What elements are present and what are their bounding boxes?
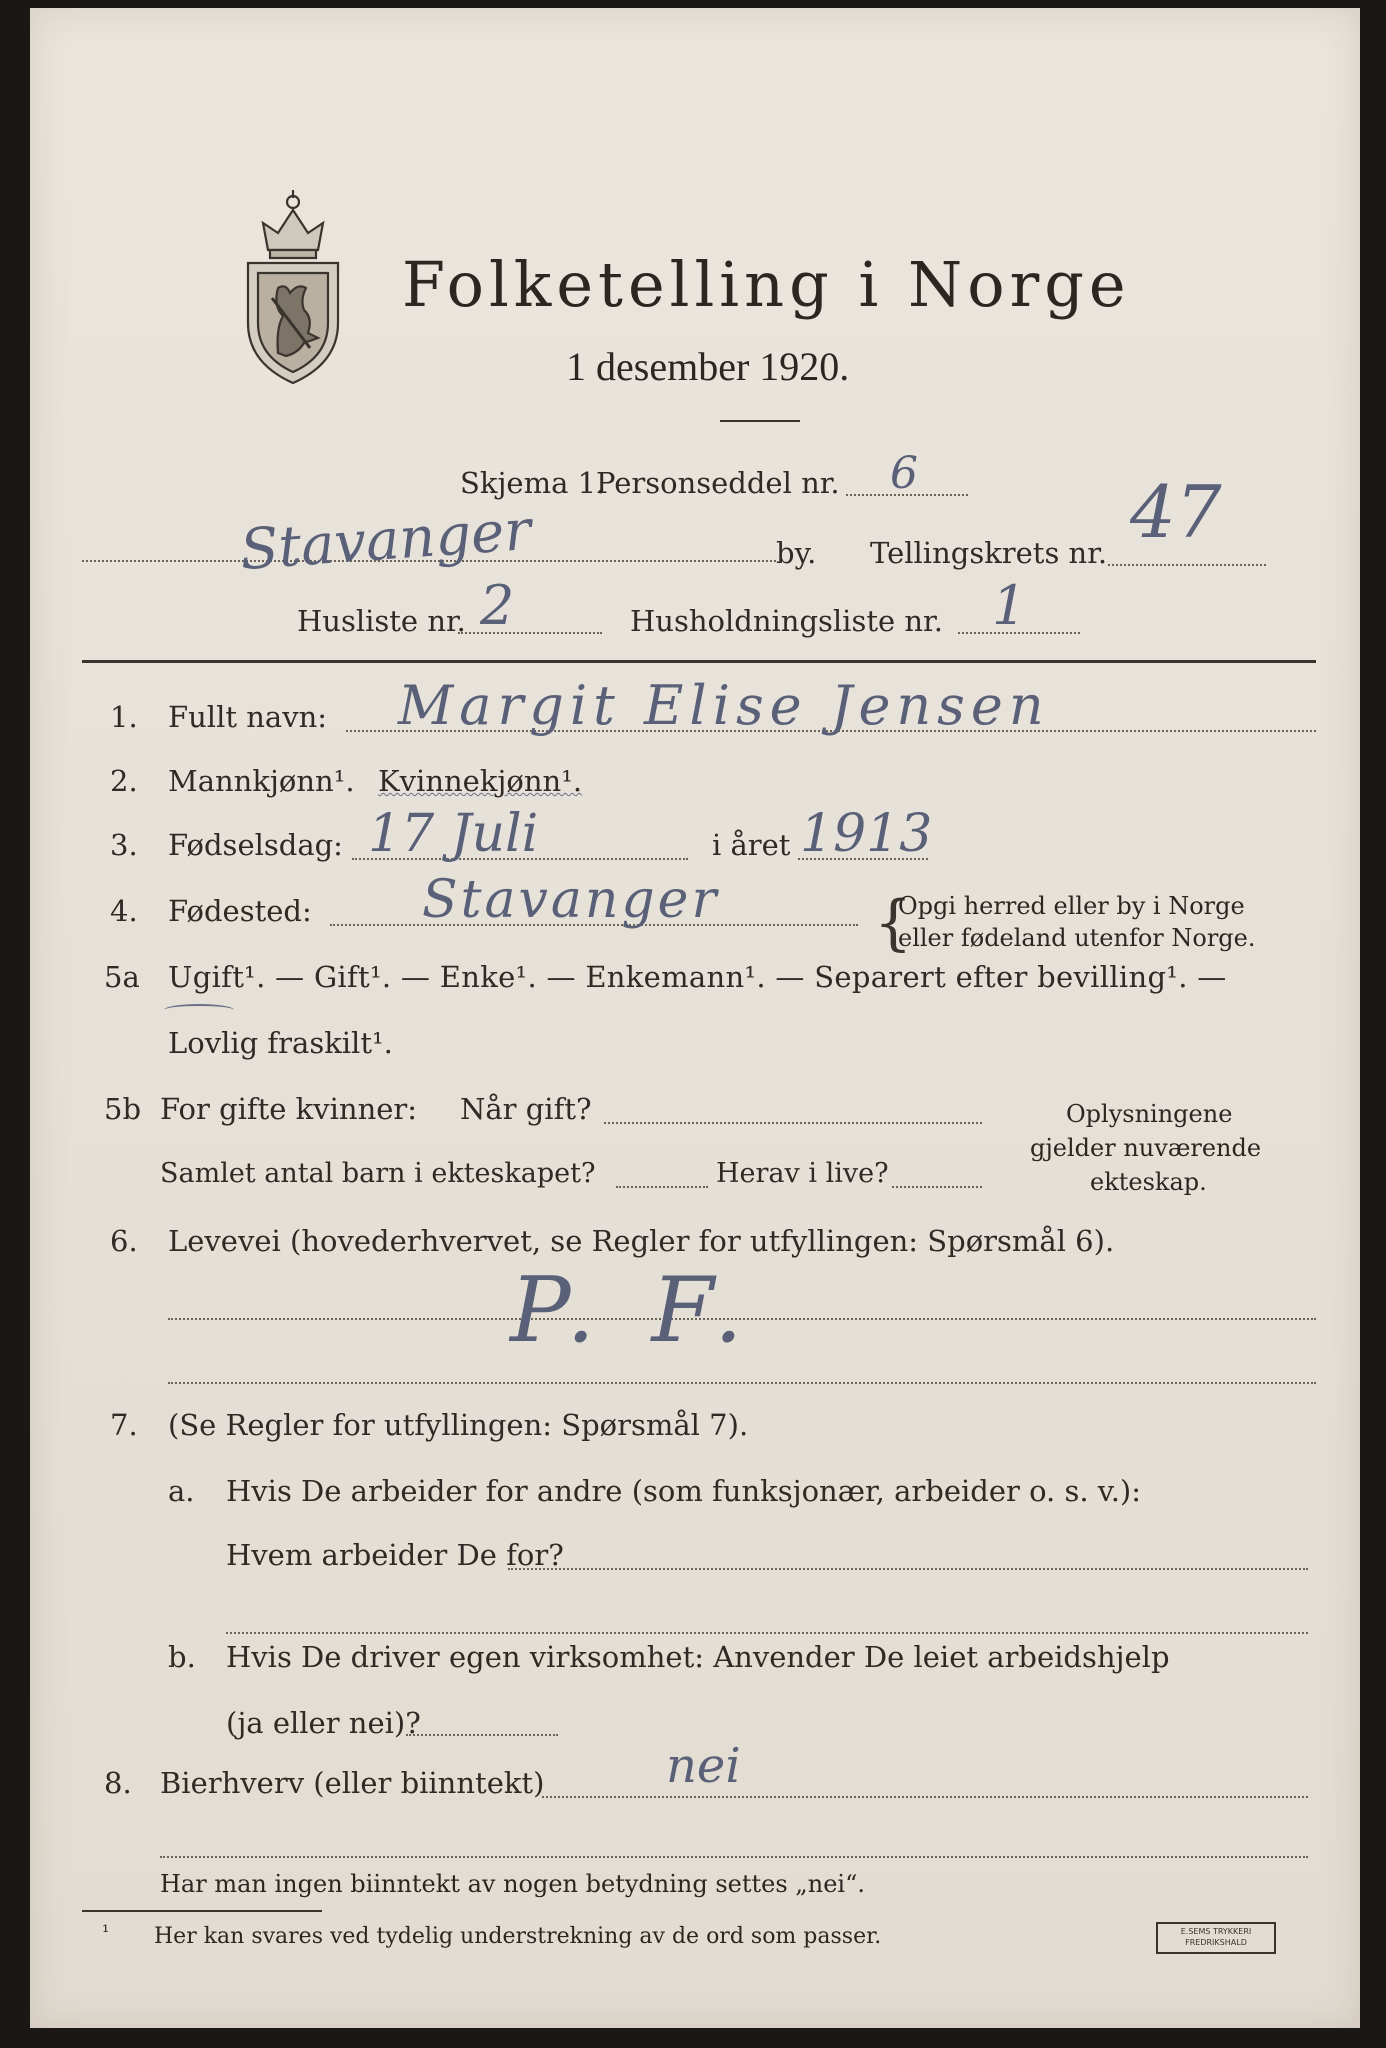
hired-help-label: (ja eller nei)?: [226, 1706, 421, 1740]
occupation-label: Levevei (hovederhvervet, se Regler for utfyllingen: Spørsmål 6).: [168, 1224, 1115, 1258]
birthplace-note-line1: Opgi herred eller by i Norge: [898, 892, 1245, 920]
tellingskrets-line: [1108, 564, 1266, 566]
q3-number: 3.: [110, 828, 138, 862]
tellingskrets-value[interactable]: 47: [1130, 470, 1222, 554]
printer-stamp: [1156, 1922, 1276, 1954]
q5b-number: 5b: [104, 1092, 142, 1126]
footnote-mark: ¹: [102, 1922, 110, 1943]
q4-number: 4.: [110, 894, 138, 928]
female-option[interactable]: Kvinnekjønn¹.: [378, 764, 583, 798]
q7-label: (Se Regler for utfyllingen: Spørsmål 7).: [168, 1408, 749, 1442]
side-income-line-2: [160, 1856, 1308, 1858]
birthday-value[interactable]: 17 Juli: [368, 804, 539, 864]
employer-line-1[interactable]: [508, 1568, 1308, 1570]
q4-label: Fødested:: [168, 894, 312, 928]
q1-number: 1.: [110, 700, 138, 734]
census-date: 1 desember 1920.: [566, 344, 850, 389]
q7b-question: Hvis De driver egen virksomhet: Anvender De leiet arbeidshjelp: [226, 1640, 1170, 1674]
male-option[interactable]: Mannkjønn¹.: [168, 764, 355, 798]
birthplace-value[interactable]: Stavanger: [422, 870, 720, 930]
children-alive-label: Herav i live?: [716, 1158, 889, 1189]
q8-number: 8.: [104, 1766, 132, 1800]
birthplace-note-line2: eller fødeland utenfor Norge.: [898, 924, 1256, 952]
skjema-label: Skjema 1.: [460, 466, 606, 500]
tellingskrets-label: Tellingskrets nr.: [870, 536, 1108, 570]
side-income-note: Har man ingen biinntekt av nogen betydning settes „nei“.: [160, 1870, 865, 1898]
city-value[interactable]: Stavanger: [238, 497, 534, 584]
q3-label: Fødselsdag:: [168, 828, 343, 862]
q7a-question: Hvis De arbeider for andre (som funksjonær, arbeider o. s. v.):: [226, 1474, 1142, 1508]
children-total-label: Samlet antal barn i ekteskapet?: [160, 1158, 596, 1189]
husholdningsliste-value[interactable]: 1: [992, 574, 1027, 637]
birthplace-note-brace: {: [874, 888, 913, 958]
side-income-label: Bierhverv (eller biinntekt): [160, 1766, 545, 1800]
form-title: Folketelling i Norge: [402, 248, 1131, 321]
header-rule: [82, 660, 1316, 663]
children-alive-line[interactable]: [892, 1186, 982, 1188]
marriage-note-line1: Oplysningene: [1066, 1100, 1233, 1128]
year-label: i året: [712, 828, 791, 862]
marriage-note-line2: gjelder nuværende: [1030, 1134, 1262, 1162]
q7b-number: b.: [168, 1640, 196, 1674]
hired-help-line[interactable]: [406, 1734, 558, 1736]
when-married-label: Når gift?: [460, 1092, 592, 1126]
marital-status-options[interactable]: Ugift¹. — Gift¹. — Enke¹. — Enkemann¹. — Separert efter bevilling¹. —: [168, 960, 1227, 994]
occupation-line-2: [168, 1382, 1316, 1384]
q5a-number: 5a: [104, 960, 140, 994]
husholdningsliste-label: Husholdningsliste nr.: [630, 604, 943, 638]
by-label: by.: [776, 536, 817, 570]
q7a-number: a.: [168, 1474, 195, 1508]
footnote-text: Her kan svares ved tydelig understrekning av de ord som passer.: [154, 1924, 882, 1949]
side-income-value[interactable]: nei: [666, 1738, 741, 1794]
employer-label: Hvem arbeider De for?: [226, 1538, 564, 1572]
divorced-option[interactable]: Lovlig fraskilt¹.: [168, 1026, 393, 1060]
printer-stamp-line1: E.SEMS TRYKKERI: [1180, 1927, 1252, 1936]
footnote-rule: [82, 1910, 322, 1912]
employer-line-2[interactable]: [226, 1632, 1308, 1634]
census-form-sheet: [30, 8, 1360, 2028]
side-income-line-1: [542, 1796, 1308, 1798]
personseddel-label: Personseddel nr.: [596, 466, 840, 500]
title-divider: [720, 420, 800, 422]
q2-number: 2.: [110, 764, 138, 798]
q1-label: Fullt navn:: [168, 700, 328, 734]
printer-stamp-line2: FREDRIKSHALD: [1185, 1938, 1247, 1947]
husliste-value[interactable]: 2: [480, 574, 515, 637]
occupation-value[interactable]: P. F.: [510, 1258, 757, 1363]
marriage-note-line3: ekteskap.: [1090, 1168, 1207, 1196]
full-name-value[interactable]: Margit Elise Jensen: [398, 674, 1050, 737]
children-total-line[interactable]: [616, 1186, 708, 1188]
norwegian-coat-of-arms-icon: [238, 188, 348, 388]
personseddel-value[interactable]: 6: [890, 448, 918, 499]
q6-number: 6.: [110, 1224, 138, 1258]
when-married-line[interactable]: [604, 1122, 982, 1124]
birth-year-value[interactable]: 1913: [800, 804, 933, 864]
ugift-mark: [164, 1004, 234, 1016]
q5b-label: For gifte kvinner:: [160, 1092, 418, 1126]
husliste-label: Husliste nr.: [297, 604, 466, 638]
q7-number: 7.: [110, 1408, 138, 1442]
